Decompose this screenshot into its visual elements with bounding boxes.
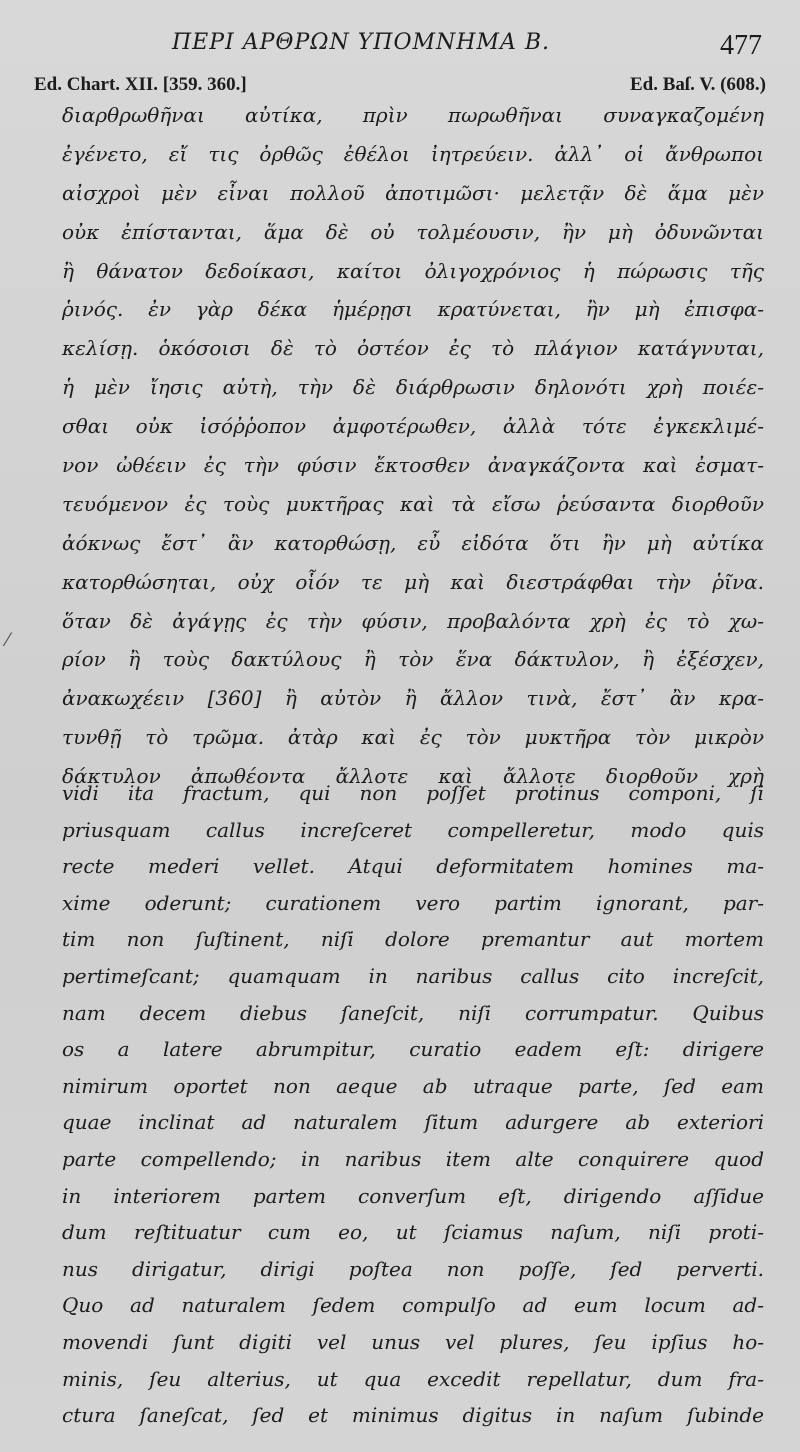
edition-reference-line: [34, 74, 766, 98]
page-number: 477: [720, 30, 762, 61]
greek-line: σθαι οὐκ ἰσόῤῥοπον ἀμφοτέρωθεν, ἀλλὰ τότε ἐγκεκλιμέ-: [62, 414, 764, 439]
greek-line: διαρθρωθῆναι αὐτίκα, πρὶν πωρωθῆναι συναγκαζομένη: [62, 103, 764, 127]
greek-line: αἰσχροὶ μὲν εἶναι πολλοῦ ἀποτιμῶσι· μελετᾷν δὲ ἅμα μὲν: [62, 180, 764, 205]
latin-line: movendi ſunt digiti vel unus vel plures, ſeu ipſius ho-: [62, 1329, 764, 1354]
greek-line: ἀνακωχέειν [360] ἢ αὐτὸν ἢ ἄλλον τινὰ, ἔστ᾽ ἂν κρα-: [62, 686, 764, 711]
latin-line: tim non ſuſtinent, niſi dolore premantur aut mortem: [62, 927, 764, 952]
greek-line: ῥινός. ἐν γὰρ δέκα ἡμέρῃσι κρατύνεται, ἢν μὴ ἐπισφα-: [62, 297, 764, 322]
margin-mark: ⁄: [6, 630, 10, 651]
latin-line: dum reſtituatur cum eo, ut ſciamus naſum, niſi proti-: [62, 1220, 764, 1245]
greek-line: ἡ μὲν ἴησις αὐτὴ, τὴν δὲ διάρθρωσιν δηλονότι χρὴ ποιέε-: [62, 375, 764, 400]
greek-line: νον ὠθέειν ἐς τὴν φύσιν ἔκτοσθεν ἀναγκάζοντα καὶ ἐσματ-: [62, 453, 764, 478]
latin-line: nimirum oportet non aeque ab utraque parte, ſed eam: [62, 1073, 764, 1098]
greek-line: κελίσῃ. ὁκόσοισι δὲ τὸ ὀστέον ἐς τὸ πλάγιον κατάγνυται,: [62, 336, 764, 361]
latin-line: os a latere abrumpitur, curatio eadem eſt: dirigere: [62, 1037, 764, 1062]
greek-line: ὅταν δὲ ἀγάγῃς ἐς τὴν φύσιν, προβαλόντα χρὴ ἐς τὸ χω-: [62, 608, 764, 633]
latin-line: priusquam callus increſceret compelleretur, modo quis: [62, 817, 764, 842]
running-head: [0, 30, 800, 64]
greek-line: τευόμενον ἐς τοὺς μυκτῆρας καὶ τὰ εἴσω ῥεύσαντα διορθοῦν: [62, 491, 764, 516]
latin-line: recte mederi vellet. Atqui deformitatem homines ma-: [62, 854, 764, 879]
running-title: ΠΕΡΙ ΑΡΘΡΩΝ ΥΠΟΜΝΗΜΑ Β.: [172, 30, 551, 55]
latin-text-block: [62, 775, 764, 1434]
greek-line: οὐκ ἐπίστανται, ἅμα δὲ οὐ τολμέουσιν, ἢν μὴ ὀδυνῶνται: [62, 219, 764, 244]
greek-line: δάκτυλον ἀπωθέοντα ἄλλοτε καὶ ἄλλοτε διορθοῦν χρὴ: [62, 764, 764, 789]
latin-line: xime oderunt; curationem vero partim ignorant, par-: [62, 890, 764, 915]
greek-text-block: [62, 96, 764, 796]
greek-line: κατορθώσηται, οὐχ οἷόν τε μὴ καὶ διεστράφθαι τὴν ῥῖνα.: [62, 569, 764, 594]
greek-line: ἢ θάνατον δεδοίκασι, καίτοι ὀλιγοχρόνιος ἡ πώρωσις τῆς: [62, 258, 764, 283]
latin-line: vidi ita fractum, qui non poſſet protinus componi, ſi: [62, 781, 764, 805]
greek-line: ἀόκνως ἔστ᾽ ἂν κατορθώσῃ, εὖ εἰδότα ὅτι ἢν μὴ αὐτίκα: [62, 530, 764, 555]
latin-line: parte compellendo; in naribus item alte conquirere quod: [62, 1146, 764, 1171]
latin-line: quae inclinat ad naturalem ſitum adurgere ab exteriori: [62, 1110, 764, 1135]
latin-line: nus dirigatur, dirigi poſtea non poſſe, ſed perverti.: [62, 1256, 764, 1281]
edition-basel-reference: Ed. Baſ. V. (608.): [629, 74, 766, 95]
latin-line: nam decem diebus ſaneſcit, niſi corrumpatur. Quibus: [62, 1000, 764, 1025]
edition-chartier-reference: Ed. Chart. XII. [359. 360.]: [34, 74, 247, 95]
greek-line: τυνθῇ τὸ τρῶμα. ἀτὰρ καὶ ἐς τὸν μυκτῆρα τὸν μικρὸν: [62, 725, 764, 750]
latin-line: ctura ſaneſcat, ſed et minimus digitus in naſum ſubinde: [62, 1403, 764, 1428]
latin-line: in interiorem partem converſum eſt, dirigendo aſſidue: [62, 1183, 764, 1208]
latin-line: Quo ad naturalem ſedem compulſo ad eum locum ad-: [62, 1293, 764, 1318]
latin-line: minis, ſeu alterius, ut qua excedit repellatur, dum fra-: [62, 1366, 764, 1391]
greek-line: ρίον ἢ τοὺς δακτύλους ἢ τὸν ἕνα δάκτυλον, ἢ ἐξέσχεν,: [62, 647, 764, 672]
greek-line: ἐγένετο, εἴ τις ὀρθῶς ἐθέλοι ἰητρεύειν. ἀλλ᾽ οἱ ἄνθρωποι: [62, 141, 764, 166]
latin-line: pertimeſcant; quamquam in naribus callus cito increſcit,: [62, 963, 764, 988]
